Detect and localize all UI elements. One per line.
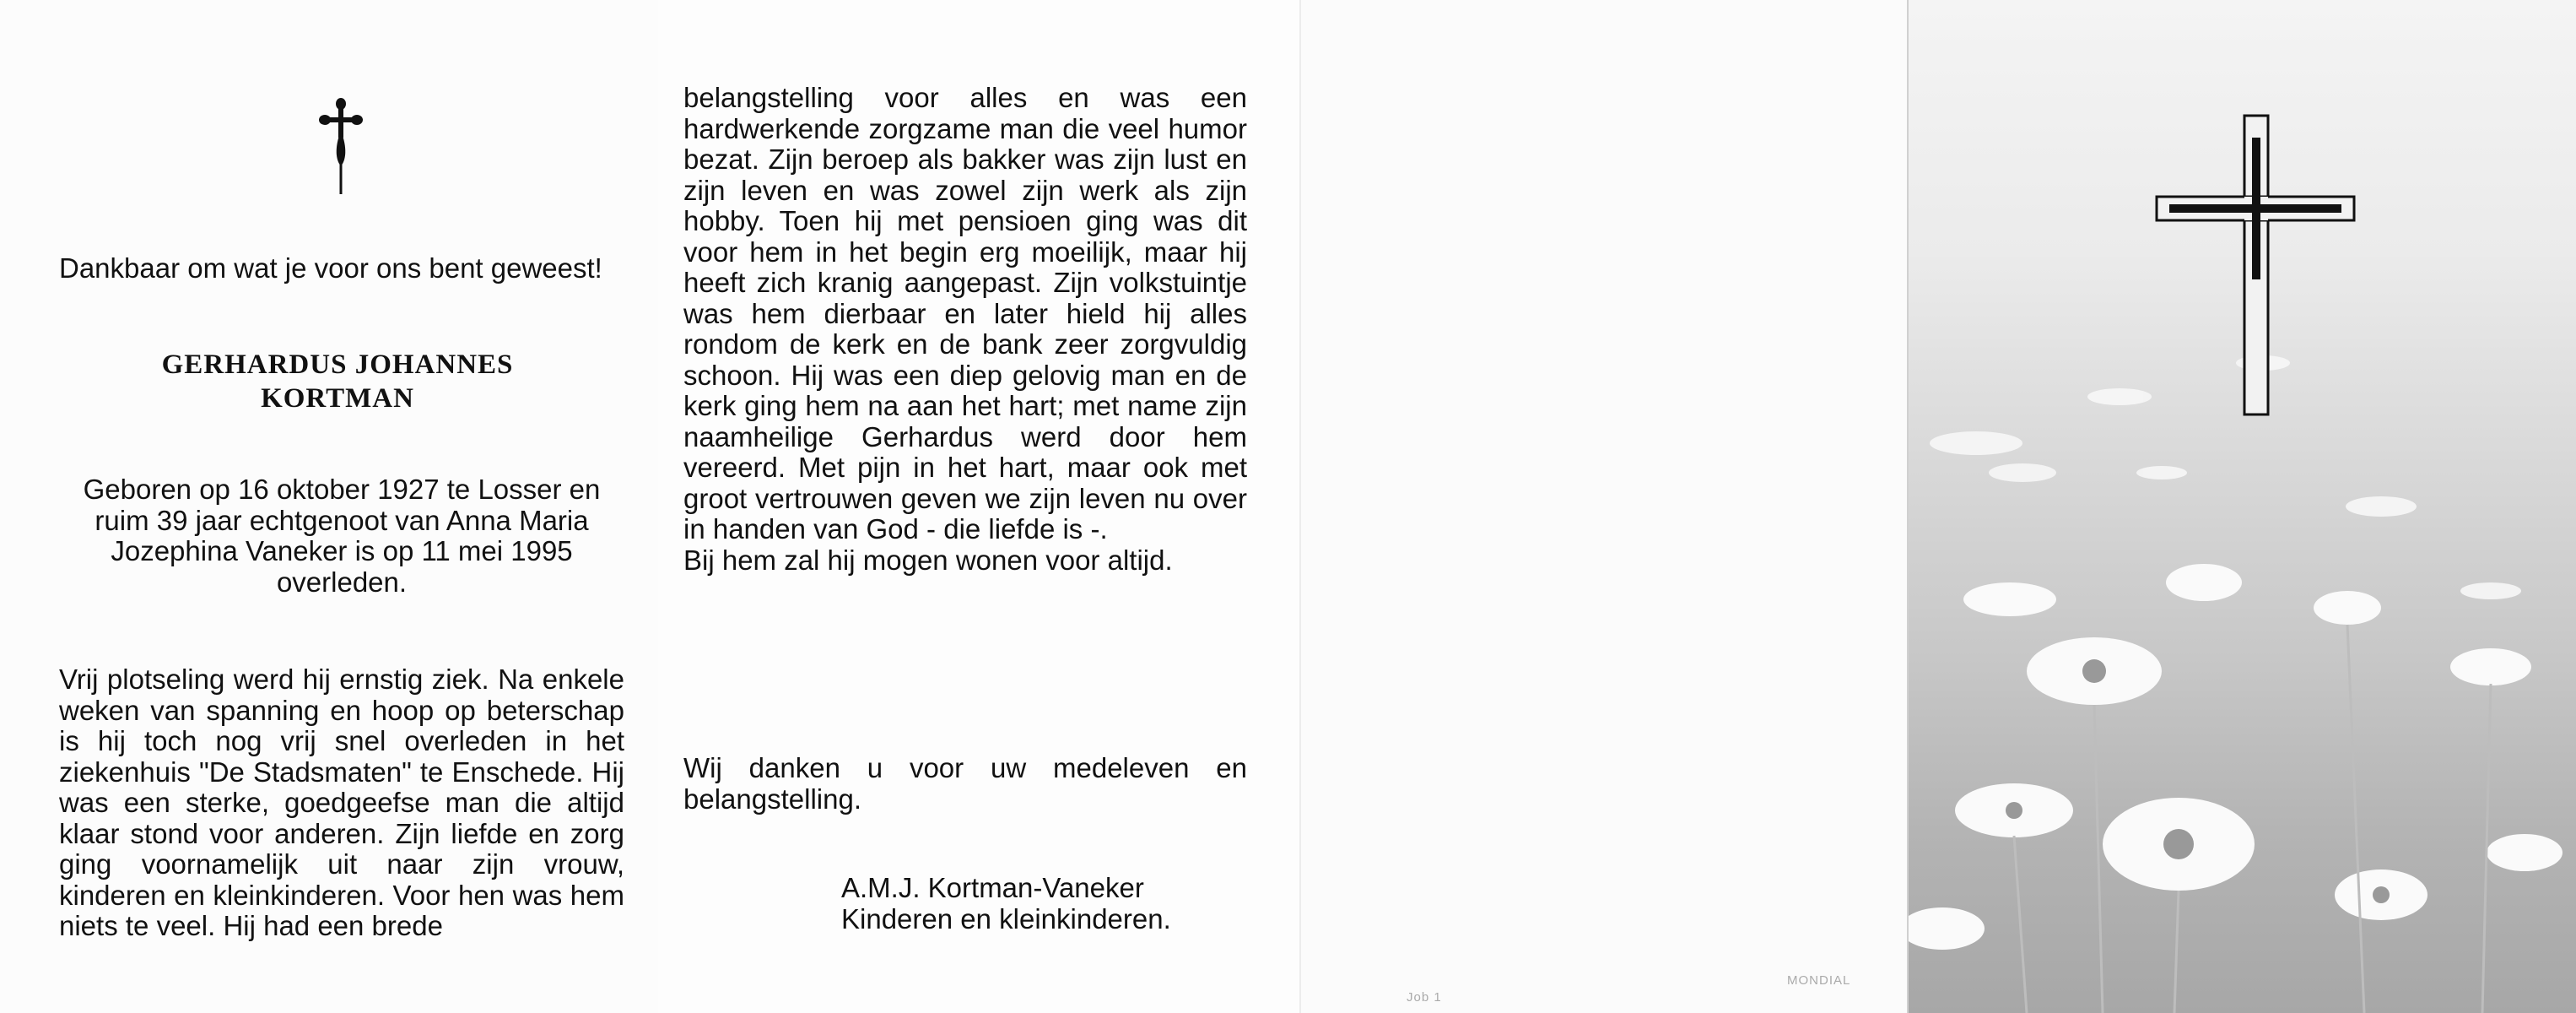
printer-job-mark: Job 1	[1407, 990, 1442, 1005]
latin-cross-icon	[2154, 114, 2357, 418]
signature-line-1: A.M.J. Kortman-Vaneker	[841, 872, 1144, 903]
deceased-name	[59, 348, 616, 415]
thanks-text: Wij danken u voor uw medeleven en belangstelling.	[683, 752, 1247, 815]
signature-line-2: Kinderen en kleinkinderen.	[841, 902, 1171, 934]
ornate-cross-icon	[317, 97, 365, 194]
intro-text: Dankbaar om wat je voor ons bent geweest!	[59, 252, 602, 284]
name-line-1: GERHARDUS JOHANNES	[161, 349, 514, 380]
name-line-2: KORTMAN	[261, 383, 414, 414]
signature	[841, 873, 1263, 934]
birth-text: Geboren op 16 oktober 1927 te Losser en ruim 39 jaar echtgenoot van Anna Maria Jozephina Vaneker is op 11 mei 1995 overleden.	[83, 474, 601, 598]
story-text-part-2	[683, 83, 1247, 576]
card-inside-left	[0, 0, 658, 1013]
printer-brand-mark: MONDIAL	[1787, 973, 1851, 988]
story-continuation: belangstelling voor alles en was een hardwerkende zorgzame man die veel humor bezat. Zijn beroep als bakker was zijn lust en zijn leven en was zowel zijn werk als zijn hobby. Toen hij met pensioen ging was dit voor hem in het begin erg moeilijk, maar hij heeft zich kranig aangepast. Zijn volkstuintje was hem dierbaar en later hield hij alles rondom de kerk en de bank zeer zorgvuldig schoon. Hij was een diep gelovig man en de kerk ging hem na aan het hart; met name zijn naamheilige Gerhardus werd door hem vereerd. Met pijn in het hart, maar ook met groot vertrouwen geven we zijn leven nu over in handen van God - die liefde is -.	[683, 82, 1247, 544]
card-back-blank	[1299, 0, 1907, 1013]
story-text-part-1: Vrij plotseling werd hij ernstig ziek. Na enkele weken van spanning en hoop op beterschap is hij toch nog vrij snel overleden in het ziekenhuis "De Stadsmaten" te Enschede. Hij was een sterke, goedgeefse man die altijd klaar stond voor anderen. Zijn liefde en zorg ging voornamelijk uit naar zijn vrouw, kinderen en kleinkinderen. Voor hen was hem niets te veel. Hij had een brede	[59, 664, 624, 941]
story-closing-line: Bij hem zal hij mogen wonen voor altijd.	[683, 544, 1173, 576]
